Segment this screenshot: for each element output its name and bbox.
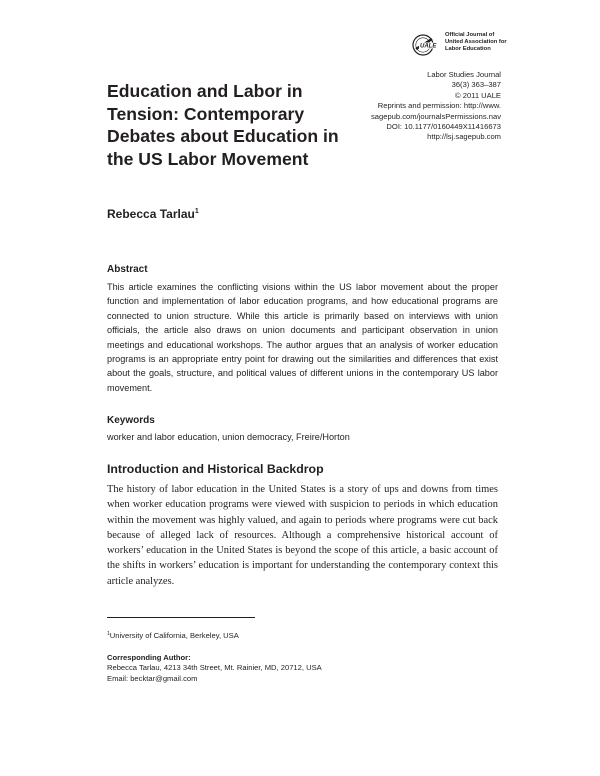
author-name-text: Rebecca Tarlau <box>107 207 195 221</box>
journal-name: Labor Studies Journal <box>427 70 501 79</box>
footnote-text: University of California, Berkeley, USA <box>109 631 239 640</box>
journal-copyright: © 2011 UALE <box>455 90 501 100</box>
article-title: Education and Labor in Tension: Contemporary Debates about Education in the US Labor Movement <box>107 81 339 169</box>
corresponding-address: Rebecca Tarlau, 4213 34th Street, Mt. Rainier, MD, 20712, USA <box>107 663 322 672</box>
journal-volume: 36(3) 363–387 <box>451 80 501 90</box>
footnote-mark: 1 <box>107 631 110 637</box>
footnote-divider <box>107 617 255 618</box>
introduction-text: The history of labor education in the United States is a story of ups and downs from times when worker education programs were viewed with suspicion to periods in which education within the movement was highly valued, and again to periods where programs were cut back because of alleged lack of resources. Although a comprehensive historical account of workers’ education in the United States is beyond the scope of this article, a basic account of the shifts in workers’ education is important for understanding the contemporary context this article analyzes. <box>107 484 498 587</box>
journal-affiliation-line: United Association for <box>445 39 507 46</box>
uale-seal-logo <box>412 33 438 57</box>
introduction-heading: Introduction and Historical Backdrop <box>107 462 324 476</box>
abstract-heading: Abstract <box>107 264 148 275</box>
corresponding-author-details <box>107 663 322 684</box>
journal-affiliation-line: Official Journal of <box>445 32 495 38</box>
author-name <box>107 207 199 221</box>
uale-seal-text: UALE <box>420 43 437 50</box>
reprints-line: Reprints and permission: http://www. <box>377 101 501 111</box>
journal-affiliation-line: Labor Education <box>445 46 491 53</box>
keywords-text: worker and labor education, union democracy, Freire/Horton <box>107 432 350 442</box>
corresponding-email[interactable]: Email: becktar@gmail.com <box>107 673 198 683</box>
permissions-link[interactable]: sagepub.com/journalsPermissions.nav <box>370 111 501 121</box>
corresponding-author-label: Corresponding Author: <box>107 653 191 662</box>
abstract-text: This article examines the conflicting visions within the US labor movement about the proper function and implementation of labor education programs, and how educational programs are connected to union structure. While this article is primarily based on interviews with union officials, the article also draws on union documents and participant observation in union meetings and educational workshops. The author argues that an analysis of worker education programs is an appropriate entry point for drawing out the similarities and differences that exist about the goals, structure, and political values of different unions in the contemporary US labor movement. <box>107 282 498 393</box>
journal-affiliation <box>445 32 507 54</box>
author-affiliation-mark: 1 <box>194 208 199 215</box>
doi-line: DOI: 10.1177/0160449X11416673 <box>386 122 501 132</box>
journal-url-link[interactable]: http://lsj.sagepub.com <box>427 132 501 142</box>
affiliation-footnote <box>107 629 239 641</box>
keywords-heading: Keywords <box>107 415 155 426</box>
